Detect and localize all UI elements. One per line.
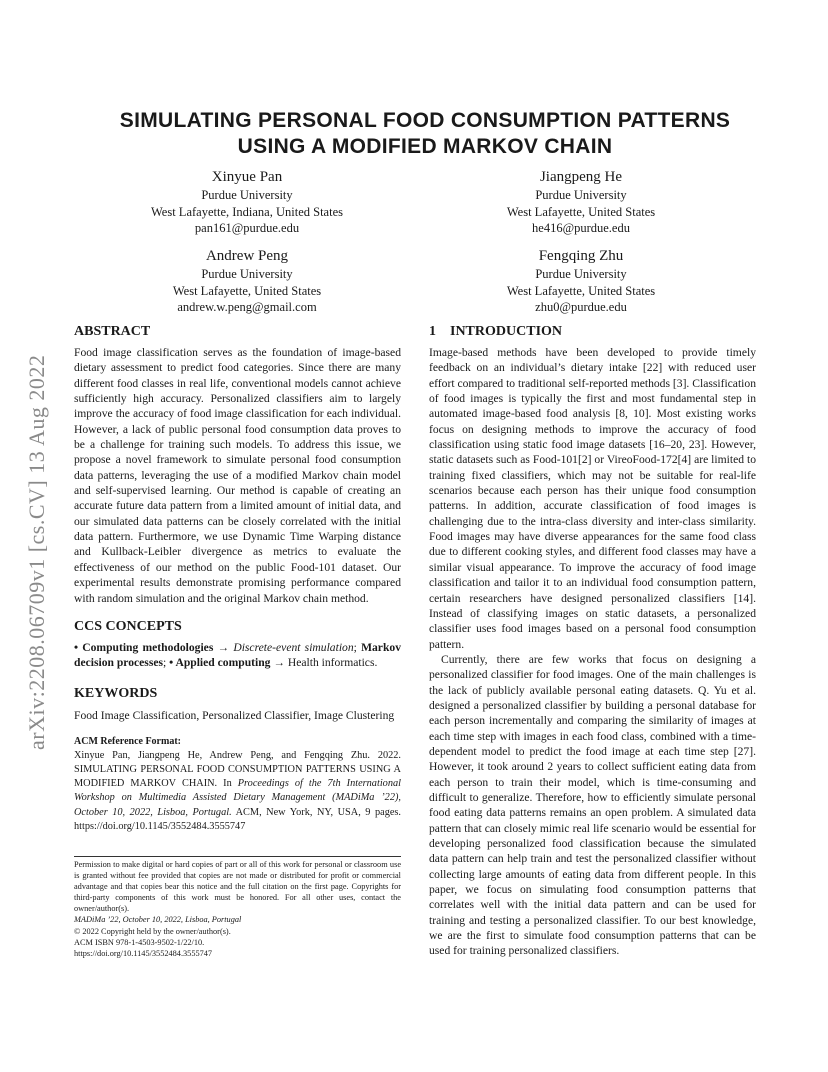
ccs-concept-2: Markov decision processes	[74, 640, 401, 670]
left-column	[74, 323, 401, 834]
keywords-heading: KEYWORDS	[74, 685, 158, 701]
footnote-doi: https://doi.org/10.1145/3552484.3555747	[74, 948, 213, 958]
ccs-arrow-1: →	[213, 640, 234, 654]
author-location: West Lafayette, United States	[506, 204, 656, 219]
acm-reference-publisher: ACM, New York, NY, USA, 9 pages. https://doi.org/10.1145/3552484.3555747	[74, 806, 401, 832]
introduction-heading: 1 INTRODUCTION	[429, 324, 563, 339]
ccs-concept-1: Discrete-event simulation	[233, 640, 354, 654]
author-affiliation: Purdue University	[201, 188, 293, 202]
ccs-heading: CCS CONCEPTS	[74, 618, 182, 634]
ccs-bullet-2: • Applied computing	[169, 656, 271, 670]
author-email: pan161@purdue.edu	[194, 221, 300, 235]
paper-title	[60, 108, 790, 160]
author-block	[97, 247, 397, 316]
author-location: West Lafayette, United States	[506, 283, 656, 298]
introduction-paragraph-2: Currently, there are few works that focus on designing a personalized classifier for food images. One of the main challenges is the lack of publicly available personal eating datasets. Q. Yu et al. designed a personalized classifier by building a personal database for each person incrementally and comparing the similarity of images at each time step with images in each food class, combined with a time-dependent model to predict the food image at each time step [27]. However, it took around 2 years to collect sufficient eating data from each person to train their model, which is time-consuming and difficult to generalize. Therefore, how to efficiently simulate personal food eating data patterns remains an open problem. A simulated data pattern that can closely mimic real life scenario would be essential for developing personalized food classification because the simulated data pattern can help train and test the personalized classifier without collecting large amounts of eating data from different people. In this paper, we focus on simulating food consumption patterns that correlates well with the initial data pattern and can be used for training and testing a personalized classifier. To our best knowledge, we are the first to simulate food consumption patterns that can be used for training personalized classifiers.	[429, 652, 756, 958]
footnote-rule	[74, 856, 401, 857]
footnote-isbn: ACM ISBN 978-1-4503-9502-1/22/10.	[74, 937, 205, 947]
permission-notice: Permission to make digital or hard copies of part or all of this work for personal or classroom use is granted without fee provided that copies are not made or distributed for profit or commercial advantage and that copies bear this notice and the full citation on the first page. Copyrights for third-party components of this work must be honored. For all other uses, contact the owner/author(s).	[74, 860, 401, 914]
ccs-concept-3: Health informatics.	[287, 656, 378, 670]
author-name: Andrew Peng	[205, 248, 289, 264]
author-affiliation: Purdue University	[201, 267, 293, 281]
author-location: West Lafayette, United States	[172, 283, 322, 298]
author-name: Jiangpeng He	[539, 169, 623, 185]
author-email: andrew.w.peng@gmail.com	[177, 300, 317, 314]
ccs-body	[74, 640, 401, 671]
keywords-text: Food Image Classification, Personalized Classifier, Image Clustering	[74, 708, 395, 722]
right-column	[429, 323, 756, 959]
author-location: West Lafayette, Indiana, United States	[151, 204, 343, 219]
ccs-arrow-2: →	[270, 656, 288, 670]
paper-title-line-1: SIMULATING PERSONAL FOOD CONSUMPTION PATTERNS	[119, 109, 731, 132]
acm-reference-body	[74, 749, 401, 834]
author-name: Xinyue Pan	[211, 169, 283, 185]
abstract-body	[74, 345, 401, 606]
copyright-footnote	[74, 859, 401, 959]
arxiv-identifier	[24, 280, 60, 750]
author-email: zhu0@purdue.edu	[535, 300, 627, 314]
author-block	[431, 168, 731, 237]
paper-title-line-2: USING A MODIFIED MARKOV CHAIN	[237, 135, 613, 158]
acm-reference-authors: Xinyue Pan, Jiangpeng He, Andrew Peng, and Fengqing Zhu. 2022. SIMULATING PERSONAL FOOD CONSUMPTION PATTERNS USING A MODIFIED MARKOV CHAIN. In	[74, 749, 401, 790]
author-affiliation: Purdue University	[535, 188, 627, 202]
footnote-venue: MADiMa ’22, October 10, 2022, Lisboa, Portugal	[74, 915, 242, 925]
acm-reference-venue: Proceedings of the 7th International Workshop on Multimedia Assisted Dietary Management (MADiMa ’22), October 10, 2022, Lisboa, Portugal.	[74, 778, 401, 818]
author-affiliation: Purdue University	[535, 267, 627, 281]
abstract-text: Food image classification serves as the foundation of image-based dietary assessment to predict food categories. Since there are many different food classes in real life, conventional models cannot achieve sufficiently high accuracy. Personalized classifiers aim to largely improve the accuracy of food image classification for each individual. However, a lack of public personal food consumption data proves to be a challenge for training such models. To address this issue, we propose a novel framework to simulate personal food consumption data patterns, leveraging the use of a modified Markov chain model and self-supervised learning. Our method is capable of creating an accurate future data pattern from a limited amount of initial data, and our simulated data patterns can be closely correlated with the initial data pattern. Furthermore, we use Dynamic Time Warping distance and Kullback-Leibler divergence as metrics to evaluate the effectiveness of our method on the public Food-101 dataset. Our experimental results demonstrate promising performance compared with random simulation and the original Markov chain method.	[74, 346, 401, 605]
introduction-body	[429, 345, 756, 959]
author-block	[97, 168, 397, 237]
author-block	[431, 247, 731, 316]
abstract-heading: ABSTRACT	[74, 324, 151, 339]
author-name: Fengqing Zhu	[538, 248, 624, 264]
acm-reference-heading: ACM Reference Format:	[74, 735, 181, 747]
footnote-copyright: © 2022 Copyright held by the owner/author(s).	[74, 926, 231, 936]
author-email: he416@purdue.edu	[532, 221, 630, 235]
ccs-bullet-1: • Computing methodologies	[74, 640, 214, 654]
introduction-paragraph-1: Image-based methods have been developed to provide timely feedback on an individual’s dietary intake [22] with reduced user effort compared to traditional self-reported methods [3]. Classification of food images is typically the first and most fundamental step in automated image-based food analysis [8, 10]. Most existing works focus on designing methods to improve the accuracy of food classification using static food image datasets [16–20, 23]. However, static datasets such as Food-101[2] or VireoFood-172[4] are limited to training fixed classifiers, which may not be suitable for real-life scenarios because each person has their unique food consumption patterns. In addition, accurate classification of food images is challenging due to the intra-class diversity and inter-class similarity. Food images may have diverse appearances for the same food class due to different cooking styles, and different food classes may have a similar visual appearance. To improve the accuracy of food image classification and tailor it to an individual food consumption pattern, certain researchers have designed personalized classifiers [14]. Instead of classifying images on static datasets, a personalized classifier uses food images based on a personal food consumption pattern.	[429, 346, 756, 651]
ccs-separator-2: ;	[163, 656, 170, 670]
arxiv-identifier-text: arXiv:2208.06709v1 [cs.CV] 13 Aug 2022	[24, 354, 49, 750]
ccs-separator-1: ;	[353, 640, 362, 654]
